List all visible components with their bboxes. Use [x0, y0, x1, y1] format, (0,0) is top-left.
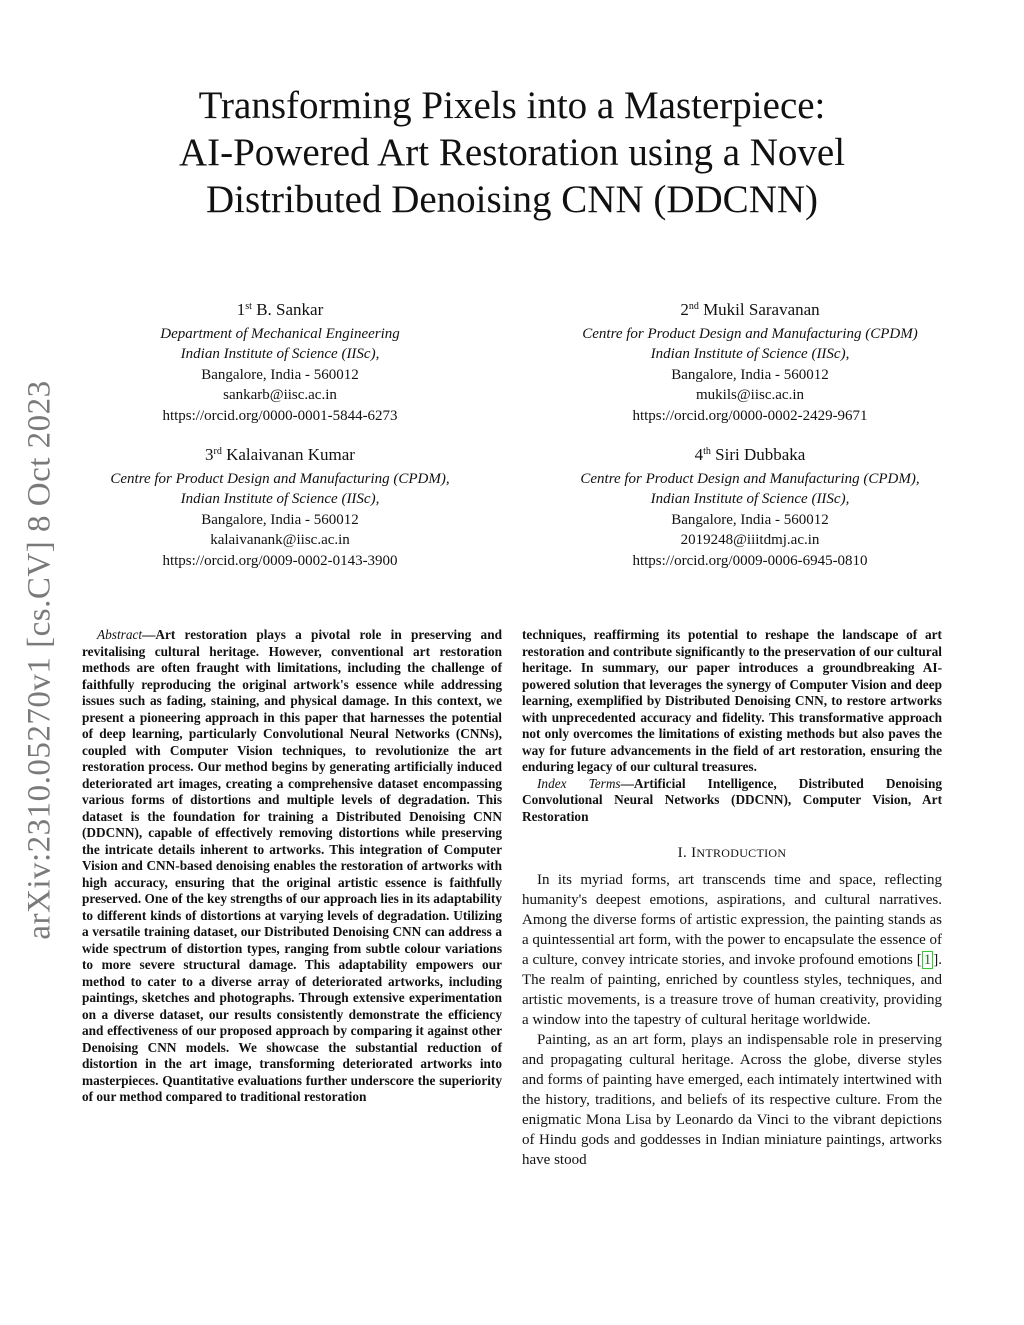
author-department: Centre for Product Design and Manufacturing (CPDM),: [110, 470, 450, 487]
author-email: kalaivanank@iisc.ac.in: [210, 532, 350, 548]
section-heading-introduction: [522, 845, 942, 862]
author-location: Bangalore, India - 560012: [201, 366, 359, 383]
author-email: mukils@iisc.ac.in: [696, 387, 804, 403]
author-block-3: [60, 442, 500, 571]
section-title-rest: NTRODUCTION: [696, 846, 787, 860]
author-department: Centre for Product Design and Manufacturing (CPDM),: [580, 470, 920, 487]
index-terms-text: Artificial Intelligence, Distributed Denoising Convolutional Neural Networks (DDCNN), Computer Vision, Art Restoration: [522, 775, 942, 824]
author-institute: Indian Institute of Science (IISc),: [180, 491, 380, 507]
author-location: Bangalore, India - 560012: [671, 366, 829, 383]
author-institute: Indian Institute of Science (IISc),: [180, 346, 380, 362]
abstract-label: Abstract: [97, 627, 143, 642]
arxiv-identifier: arXiv:2310.05270v1 [cs.CV] 8 Oct 2023: [21, 380, 58, 940]
author-orcid: https://orcid.org/0009-0006-6945-0810: [632, 552, 868, 569]
abstract-text: Art restoration plays a pivotal role in preserving and revitalising cultural heritage. However, conventional art restoration methods are often fraught with limitations, including the challenge of faithfully reproducing the original artwork's essence while addressing issues such as fading, staining, and physical damage. In this context, we present a pioneering approach in this paper that harnesses the potential of deep learning, particularly Convolutional Neural Networks (CNNs), coupled with Computer Vision techniques, to revolutionize the art restoration process. Our method begins by generating artificially induced deteriorated art images, creating a comprehensive dataset encompassing various forms of distortions and multiple levels of degradation. This dataset is the foundation for training a Distributed Denoising CNN (DDCNN), capable of effectively removing distortions while preserving the intricate details inherent to artworks. This integration of Computer Vision and CNN-based denoising enables the restoration of artworks with high accuracy, ensuring that the original artistic essence is faithfully preserved. One of the key strengths of our approach lies in its adaptability to different kinds of distortions at varying levels of degradation. Utilizing a versatile training dataset, our Distributed Denoising CNN can address a wide spectrum of distortion types, ranging from subtle colour variations to more severe structural damage. This adaptability empowers our method to cater to a diverse array of deteriorated artworks, including paintings, sketches and photographs. Through extensive experimentation on a diverse dataset, our results consistently demonstrate the efficiency and effectiveness of our proposed approach by comparing it against other Denoising CNN models. We showcase the substantial reduction of distortion in the art image, transforming deteriorated artworks into masterpieces. Quantitative evaluations further underscore the superiority of our method compared to traditional restoration: [82, 627, 502, 1104]
author-email: 2019248@iiitdmj.ac.in: [680, 532, 820, 548]
title-line: Distributed Denoising CNN (DDCNN): [205, 178, 819, 221]
author-institute: Indian Institute of Science (IISc),: [650, 346, 850, 362]
index-terms: Index Terms—Artificial Intelligence, Distributed Denoising Convolutional Neural Networks (DDCNN), Computer Vision, Art Restoration: [522, 775, 942, 824]
abstract-continued: techniques, reaffirming its potential to reshape the landscape of art restoration and contribute significantly to the preservation of our cultural heritage. In summary, our paper introduces a groundbreaking AI-powered solution that leverages the synergy of Computer Vision and deep learning, exemplified by Distributed Denoising CNN, to restore artworks with unprecedented accuracy and fidelity. This transformative approach not only overcomes the limitations of existing methods but also paves the way for future advancements in the field of art restoration, ensuring the enduring legacy of our cultural treasures.: [522, 627, 942, 774]
author-department: Department of Mechanical Engineering: [160, 325, 400, 342]
author-block-1: [100, 297, 460, 426]
left-column: [82, 627, 502, 1106]
author-orcid: https://orcid.org/0009-0002-0143-3900: [162, 552, 398, 569]
right-column: [522, 627, 942, 1170]
paper-title: [140, 82, 884, 223]
author-institute: Indian Institute of Science (IISc),: [650, 491, 850, 507]
section-title-first: I: [691, 845, 697, 861]
author-name: 1st B. Sankar: [236, 300, 324, 319]
title-line: AI-Powered Art Restoration using a Novel: [178, 131, 846, 174]
author-location: Bangalore, India - 560012: [201, 511, 359, 528]
abstract: Abstract—Art restoration plays a pivotal role in preserving and revitalising cultural heritage. However, conventional art restoration methods are often fraught with limitations, including the challenge of faithfully reproducing the original artwork's essence while addressing issues such as fading, staining, and physical damage. In this context, we present a pioneering approach in this paper that harnesses the potential of deep learning, particularly Convolutional Neural Networks (CNNs), coupled with Computer Vision techniques, to revolutionize the art restoration process. Our method begins by generating artificially induced deteriorated art images, creating a comprehensive dataset encompassing various forms of distortions and multiple levels of degradation. This dataset is the foundation for training a Distributed Denoising CNN (DDCNN), capable of effectively removing distortions while preserving the intricate details inherent to artworks. This integration of Computer Vision and CNN-based denoising enables the restoration of artworks with high accuracy, ensuring that the original artistic essence is faithfully preserved. One of the key strengths of our approach lies in its adaptability to different kinds of distortions at varying levels of degradation. Utilizing a versatile training dataset, our Distributed Denoising CNN can address a wide spectrum of distortion types, ranging from subtle colour variations to more severe structural damage. This adaptability empowers our method to cater to a diverse array of deteriorated artworks, including paintings, sketches and photographs. Through extensive experimentation on a diverse dataset, our results consistently demonstrate the efficiency and effectiveness of our proposed approach by comparing it against other Denoising CNN models. We showcase the substantial reduction of distortion in the art image, transforming deteriorated artworks into masterpieces. Quantitative evaluations further underscore the superiority of our method compared to traditional restoration: [82, 627, 502, 1104]
index-terms-label: Index Terms: [537, 775, 621, 791]
author-email: sankarb@iisc.ac.in: [223, 387, 337, 403]
author-location: Bangalore, India - 560012: [671, 511, 829, 528]
introduction-body: [522, 870, 942, 1170]
paragraph: Painting, as an art form, plays an indispensable role in preserving and propagating cultural heritage. Across the globe, diverse styles and forms of painting have emerged, each intimately intertwined with the history, traditions, and beliefs of its respective culture. From the enigmatic Mona Lisa by Leonardo da Vinci to the vibrant depictions of Hindu gods and goddesses in Indian miniature paintings, artworks have stood: [522, 1031, 942, 1168]
paragraph: In its myriad forms, art transcends time and space, reflecting humanity's deepest emotions, aspirations, and cultural narratives. Among the diverse forms of artistic expression, the painting stands as a quintessential art form, with the power to encapsulate the essence of a culture, convey intricate stories, and invoke profound emotions [ 1 ]. The realm of painting, enriched by countless styles, techniques, and artistic movements, is a treasure trove of human creativity, providing a window into the tapestry of cultural heritage worldwide.: [522, 871, 942, 1028]
author-name: 4th Siri Dubbaka: [694, 445, 806, 464]
author-orcid: https://orcid.org/0000-0001-5844-6273: [162, 407, 398, 424]
author-name: 3rd Kalaivanan Kumar: [205, 445, 355, 464]
author-block-4: [500, 442, 1000, 571]
author-name: 2nd Mukil Saravanan: [680, 300, 820, 319]
author-block-2: [520, 297, 980, 426]
section-number: I.: [677, 845, 688, 861]
citation-link[interactable]: 1: [923, 951, 932, 968]
author-department: Centre for Product Design and Manufacturing (CPDM): [582, 325, 918, 342]
title-line: Transforming Pixels into a Masterpiece:: [198, 84, 826, 127]
author-orcid: https://orcid.org/0000-0002-2429-9671: [632, 407, 868, 424]
